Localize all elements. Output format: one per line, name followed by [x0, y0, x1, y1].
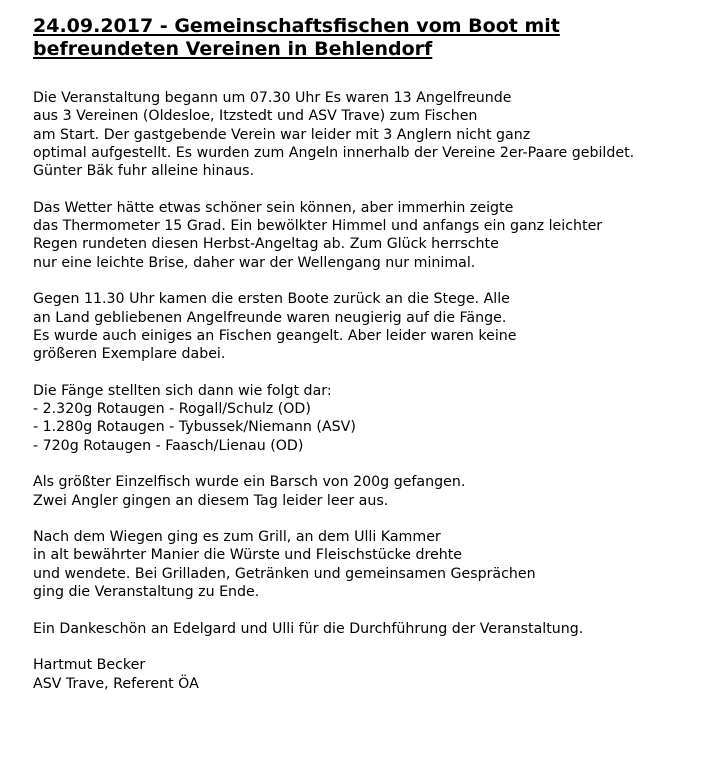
text-line: Die Fänge stellten sich dann wie folgt dar:: [33, 382, 332, 399]
catch-list-item: - 720g Rotaugen - Faasch/Lienau (OD): [33, 437, 304, 454]
article-title: [33, 15, 693, 61]
text-line: Günter Bäk fuhr alleine hinaus.: [33, 163, 255, 180]
author-name: Hartmut Becker: [33, 657, 146, 674]
text-line: Ein Dankeschön an Edelgard und Ulli für die Durchführung der Veranstaltung.: [33, 620, 584, 637]
text-line: optimal aufgestellt. Es wurden zum Angeln innerhalb der Vereine 2er-Paare gebildet.: [33, 144, 635, 161]
text-line: Nach dem Wiegen ging es zum Grill, an dem Ulli Kammer: [33, 529, 441, 546]
text-line: Das Wetter hätte etwas schöner sein können, aber immerhin zeigte: [33, 199, 514, 216]
paragraph-thanks: [33, 620, 693, 638]
text-line: Es wurde auch einiges an Fischen geangelt. Aber leider waren keine: [33, 327, 517, 344]
text-line: aus 3 Vereinen (Oldesloe, Itzstedt und ASV Trave) zum Fischen: [33, 108, 478, 125]
text-line: in alt bewährter Manier die Würste und Fleischstücke drehte: [33, 547, 462, 564]
catch-list-item: - 1.280g Rotaugen - Tybussek/Niemann (ASV): [33, 419, 356, 436]
paragraph-weather: [33, 199, 693, 272]
text-line: das Thermometer 15 Grad. Ein bewölkter Himmel und anfangs ein ganz leichter: [33, 218, 603, 235]
text-line: ging die Veranstaltung zu Ende.: [33, 584, 260, 601]
text-line: nur eine leichte Brise, daher war der Wellengang nur minimal.: [33, 254, 476, 271]
paragraph-start: [33, 89, 693, 180]
article-body: [33, 89, 693, 693]
title-line: befreundeten Vereinen in Behlendorf: [33, 38, 433, 60]
author-signature: [33, 656, 693, 693]
paragraph-return: [33, 290, 693, 363]
author-role: ASV Trave, Referent ÖA: [33, 675, 199, 692]
text-line: und wendete. Bei Grilladen, Getränken und gemeinsamen Gesprächen: [33, 565, 536, 582]
text-line: Als größter Einzelfisch wurde ein Barsch von 200g gefangen.: [33, 474, 466, 491]
paragraph-catches: [33, 382, 693, 455]
text-line: Zwei Angler gingen an diesem Tag leider leer aus.: [33, 492, 389, 509]
text-line: Gegen 11.30 Uhr kamen die ersten Boote zurück an die Stege. Alle: [33, 291, 510, 308]
text-line: Die Veranstaltung begann um 07.30 Uhr Es waren 13 Angelfreunde: [33, 90, 512, 106]
catch-list-item: - 2.320g Rotaugen - Rogall/Schulz (OD): [33, 401, 311, 418]
text-line: größeren Exemplare dabei.: [33, 346, 226, 363]
article: [33, 15, 693, 711]
text-line: an Land gebliebenen Angelfreunde waren neugierig auf die Fänge.: [33, 309, 507, 326]
text-line: Regen rundeten diesen Herbst-Angeltag ab. Zum Glück herrschte: [33, 236, 499, 253]
title-line: 24.09.2017 - Gemeinschaftsfischen vom Boot mit: [33, 15, 560, 37]
paragraph-biggest-fish: [33, 473, 693, 510]
text-line: am Start. Der gastgebende Verein war leider mit 3 Anglern nicht ganz: [33, 126, 531, 143]
paragraph-grill: [33, 528, 693, 601]
